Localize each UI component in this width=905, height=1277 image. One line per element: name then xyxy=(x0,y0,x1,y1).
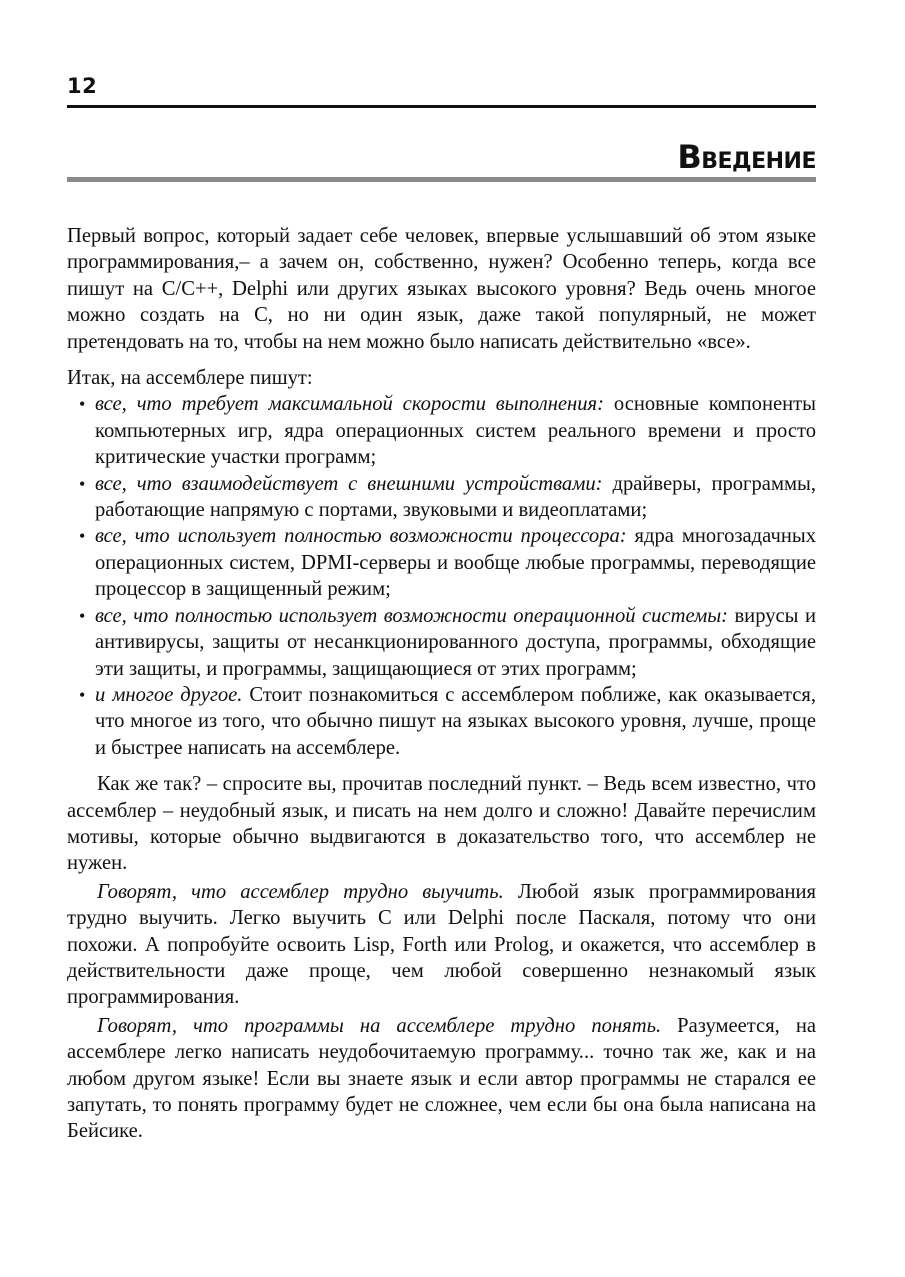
paragraph-hard-learn xyxy=(67,879,816,1011)
header-rule xyxy=(67,105,816,108)
chapter-title: Введение xyxy=(677,138,816,176)
paragraph-emphasis: Говорят, что программы на ассемблере трудно понять. xyxy=(97,1014,662,1037)
body-text xyxy=(67,223,816,1145)
paragraph-text: Любой язык программирования трудно выучить. Легко выучить C или Delphi после Паскаля, потому что они похожи. А попробуйте освоить Lisp, Forth или Prolog, и окажется, что ассемблер в действительности даже проще, чем любой совершенно незнакомый язык программирования. xyxy=(67,880,816,1009)
list-item xyxy=(67,391,816,470)
list-item-emphasis: все, что использует полностью возможности процессора: xyxy=(95,525,627,548)
list-item xyxy=(67,682,816,761)
list-item-text: драйверы, программы, работающие напрямую с портами, звуковыми и видеоплатами; xyxy=(95,472,816,522)
paragraph-text: Разумеется, на ассемблере легко написать неудобочитаемую программу... точно так же, как и на любом другом языке! Если вы знаете язык и если автор программы не старался ее запутать, то понять программу будет не сложнее, чем если бы она была написана на Бейсике. xyxy=(67,1014,816,1143)
list-item-emphasis: все, что взаимодействует с внешними устройствами: xyxy=(95,472,603,495)
list-item-emphasis: и многое другое. xyxy=(95,683,243,706)
paragraph-hard-read xyxy=(67,1013,816,1145)
paragraph-how: Как же так? – спросите вы, прочитав последний пункт. – Ведь всем известно, что ассемблер – неудобный язык, и писать на нем долго и сложно! Давайте перечислим мотивы, которые обычно выдвигаются в доказательство того, что ассемблер не нужен. xyxy=(67,773,816,875)
bullet-list xyxy=(67,391,816,761)
list-item-text: основные компоненты компьютерных игр, ядра операционных систем реального времени и просто критические участки программ; xyxy=(95,393,816,469)
list-intro: Итак, на ассемблере пишут: xyxy=(67,367,313,390)
title-underline xyxy=(67,177,816,182)
paragraph-emphasis: Говорят, что ассемблер трудно выучить. xyxy=(97,880,504,903)
list-item-text: Стоит познакомиться с ассемблером поближе, как оказывается, что многое из того, что обычно пишут на языках высокого уровня, лучше, проще и быстрее написать на ассемблере. xyxy=(95,683,816,759)
list-item xyxy=(67,523,816,602)
list-item xyxy=(67,603,816,682)
page-number: 12 xyxy=(67,74,98,98)
list-item-emphasis: все, что полностью использует возможности операционной системы: xyxy=(95,604,729,627)
list-item-text: ядра многозадачных операционных систем, DPMI-серверы и вообще любые программы, переводящие процессор в защищенный режим; xyxy=(95,525,816,601)
list-item xyxy=(67,471,816,524)
list-item-text: вирусы и антивирусы, защиты от несанкционированного доступа, программы, обходящие эти защиты, и программы, защищающиеся от этих программ; xyxy=(95,604,816,680)
intro-paragraph: Первый вопрос, который задает себе человек, впервые услышавший об этом языке программирования,– а зачем он, собственно, нужен? Особенно теперь, когда все пишут на C/C++, Delphi или других языках высокого уровня? Ведь очень многое можно создать на C, но ни один язык, даже такой популярный, не может претендовать на то, чтобы на нем можно было написать действительно «все». xyxy=(67,225,816,353)
list-item-emphasis: все, что требует максимальной скорости выполнения: xyxy=(95,393,604,416)
